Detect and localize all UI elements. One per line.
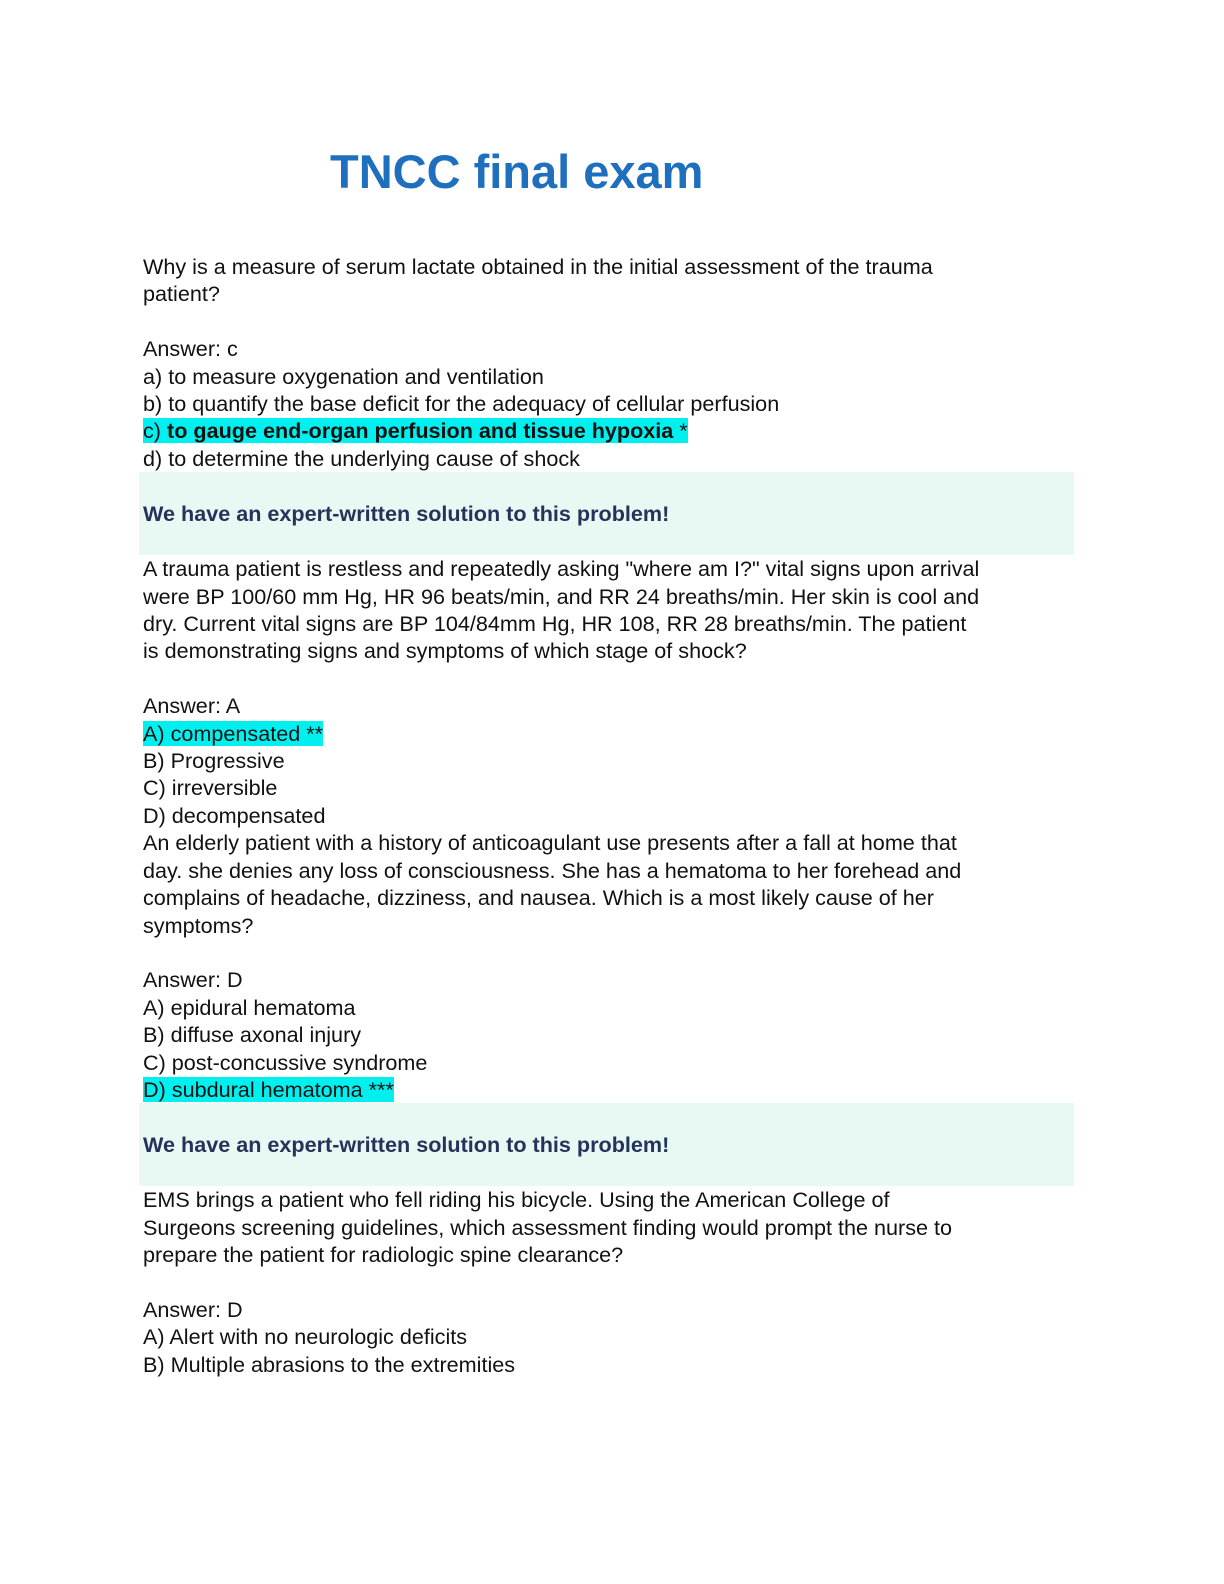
banner-text[interactable]: We have an expert-written solution to this problem! [143, 1132, 670, 1158]
question-2 [143, 555, 1078, 829]
question-text: A trauma patient is restless and repeatedly asking "where am I?" vital signs upon arrival [143, 556, 980, 582]
question-text: is demonstrating signs and symptoms of which stage of shock? [143, 638, 747, 664]
question-text: patient? [143, 281, 220, 307]
correct-answer-highlight: A) compensated ** [143, 720, 324, 746]
expert-solution-banner[interactable] [139, 472, 1074, 555]
answer-option: B) Multiple abrasions to the extremities [143, 1351, 516, 1377]
expert-solution-banner[interactable] [139, 1103, 1074, 1186]
answer-option: B) Progressive [143, 748, 285, 774]
question-text: were BP 100/60 mm Hg, HR 96 beats/min, and RR 24 breaths/min. Her skin is cool and [143, 583, 980, 609]
question-text: An elderly patient with a history of anticoagulant use presents after a fall at home that [143, 830, 957, 856]
answer-option: A) Alert with no neurologic deficits [143, 1324, 468, 1350]
answer-key: Answer: c [143, 336, 238, 362]
question-text: symptoms? [143, 912, 254, 938]
question-4 [143, 1186, 1078, 1378]
question-text: day. she denies any loss of consciousness. She has a hematoma to her forehead and [143, 857, 962, 883]
answer-key: Answer: D [143, 1296, 243, 1322]
answer-option: b) to quantify the base deficit for the adequacy of cellular perfusion [143, 391, 780, 417]
answer-option: A) epidural hematoma [143, 994, 356, 1020]
answer-key: Answer: A [143, 693, 241, 719]
banner-text[interactable]: We have an expert-written solution to this problem! [143, 501, 670, 527]
answer-option: D) decompensated [143, 802, 326, 828]
question-text: Surgeons screening guidelines, which assessment finding would prompt the nurse to [143, 1214, 953, 1240]
question-text: dry. Current vital signs are BP 104/84mm Hg, HR 108, RR 28 breaths/min. The patient [143, 611, 967, 637]
answer-option-correct [143, 1076, 1078, 1103]
question-1 [143, 253, 1078, 472]
answer-option: d) to determine the underlying cause of shock [143, 445, 580, 471]
answer-option: B) diffuse axonal injury [143, 1022, 362, 1048]
exam-content [143, 253, 1078, 1378]
answer-option: C) post-concussive syndrome [143, 1049, 428, 1075]
option-text: to gauge end-organ perfusion and tissue hypoxia [167, 418, 674, 444]
correct-answer-highlight [143, 418, 688, 443]
option-suffix: * [673, 418, 688, 444]
question-text: EMS brings a patient who fell riding his bicycle. Using the American College of [143, 1187, 890, 1213]
answer-option: a) to measure oxygenation and ventilation [143, 363, 544, 389]
answer-option-correct [143, 720, 1078, 747]
question-3 [143, 829, 1078, 1103]
page-title: TNCC final exam [330, 145, 704, 198]
answer-option-correct [143, 417, 1078, 444]
answer-key: Answer: D [143, 967, 243, 993]
question-text: Why is a measure of serum lactate obtained in the initial assessment of the trauma [143, 254, 933, 279]
question-text: complains of headache, dizziness, and nausea. Which is a most likely cause of her [143, 885, 934, 911]
correct-answer-highlight: D) subdural hematoma *** [143, 1076, 394, 1102]
question-text: prepare the patient for radiologic spine clearance? [143, 1242, 624, 1268]
option-prefix: c) [143, 418, 167, 444]
answer-option: C) irreversible [143, 775, 278, 801]
